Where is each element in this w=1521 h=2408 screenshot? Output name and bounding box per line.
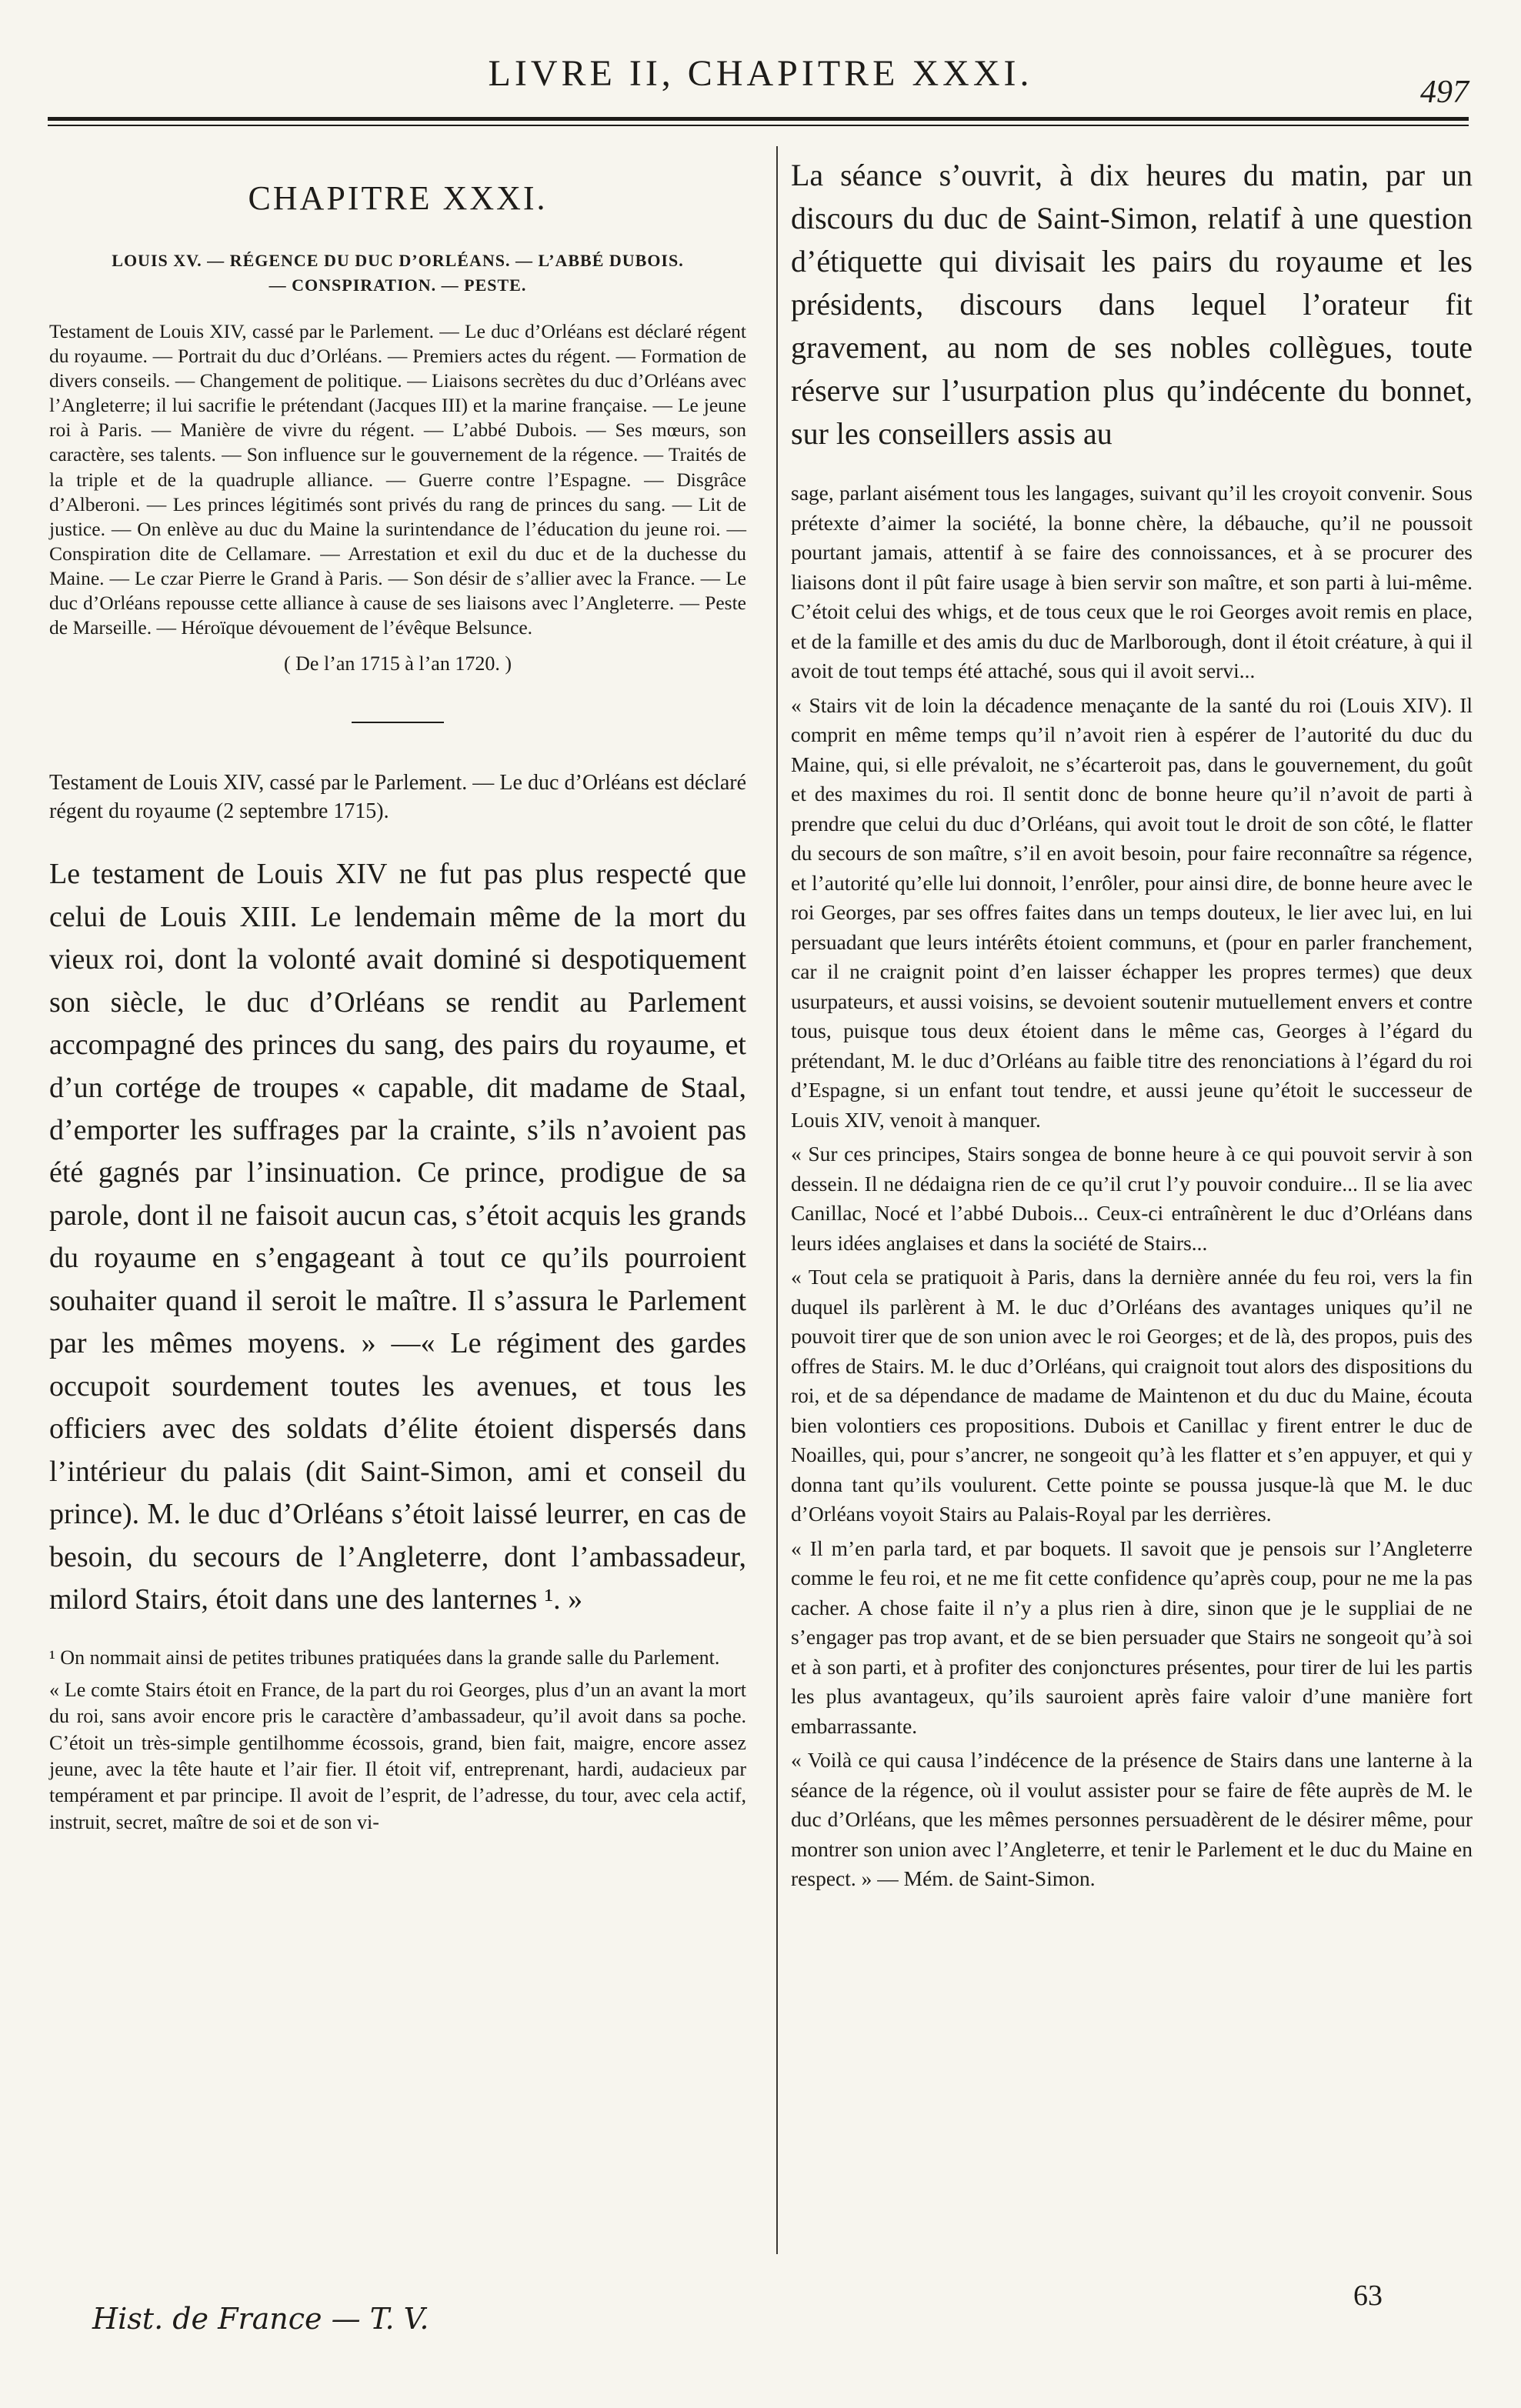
column-divider: [776, 146, 778, 2254]
body-paragraph: Le testament de Louis XIV ne fut pas plus respecté que celui de Louis XIII. Le lendemain même de la mort du vieux roi, dont la volonté avait dominé si despotiquement son siècle, le duc d’Orléans se rendit au Parlement accompagné des princes du sang, des pairs du royaume, et d’un cortége de troupes « capable, dit madame de Staal, d’emporter les suffrages par la crainte, s’ils n’avoient pas été gagnés par l’insinuation. Ce prince, prodigue de sa parole, dont il ne faisoit aucun cas, s’étoit acquis les grands du royaume en s’engageant à tout ce qu’ils pourroient souhaiter quand il seroit le maître. Il s’assura le Parlement par les mêmes moyens. » —« Le régiment des gardes occupoit sourdement toutes les avenues, et tous les officiers avec des soldats d’élite étoient dispersés dans l’intérieur du palais (dit Saint-Simon, ami et conseil du prince). M. le duc d’Orléans s’étoit laissé leurrer, en cas de besoin, du secours de l’Angleterre, dont l’ambassadeur, milord Stairs, étoit dans une des lanternes ¹. »: [49, 858, 746, 1616]
footnote-1: ¹ On nommait ainsi de petites tribunes pratiquées dans la grande salle du Parlement.: [49, 1646, 720, 1669]
section-divider: [352, 722, 444, 723]
left-column: [49, 178, 746, 1842]
chapter-subheading: [49, 248, 746, 298]
right-paragraph-1: sage, parlant aisément tous les langages, suivant qu’il les croyoit convenir. Sous prétexte d’aimer la société, la bonne chère, la débauche, qu’il ne poussoit pourtant jamais, attentif à se faire des connoissances, et à se procurer des liaisons dont il pût faire usage à bien servir son maître, et son parti à lui-même. C’étoit celui des whigs, et de tous ceux que le roi Georges avoit remis en place, et de la famille et des amis du duc de Marlborough, dont il étoit créature, à qui il avoit de tout temps été attaché, sous qui il avoit servi...: [791, 481, 1473, 682]
right-paragraph-6: « Voilà ce qui causa l’indécence de la présence de Stairs dans une lanterne à la séance de la régence, où il voulut assister pour se faire de fête auprès de M. le duc d’Orléans, que les mêmes personnes persuadèrent de le désirer même, pour montrer son union avec l’Angleterre, et tenir le Parlement et le duc du Maine en respect. » — Mém. de Saint-Simon.: [791, 1748, 1473, 1890]
running-header: LIVRE II, CHAPITRE XXXI.: [488, 53, 1033, 94]
right-lead-paragraph: La séance s’ouvrit, à dix heures du matin, par un discours du duc de Saint-Simon, relatif à une question d’étiquette qui divisait les pairs du royaume et les présidents, discours dans lequel l’orateur fit gravement, au nom de ses nobles collègues, toute réserve sur l’usurpation plus qu’indécente du bonnet, sur les conseillers assis au: [791, 158, 1473, 451]
header-rule: [48, 117, 1469, 121]
page-footer: Hist. de France — T. V.: [92, 2302, 429, 2336]
chapter-summary: Testament de Louis XIV, cassé par le Parlement. — Le duc d’Orléans est déclaré régent du royaume. — Portrait du duc d’Orléans. — Premiers actes du régent. — Formation de divers conseils. — Changement de politique. — Liaisons secrètes du duc d’Orléans avec l’Angleterre; il lui sacrifie le prétendant (Jacques III) et la marine française. — Le jeune roi à Paris. — Manière de vivre du régent. — L’abbé Dubois. — Ses mœurs, son caractère, ses talents. — Son influence sur le gouvernement de la régence. — Traités de la triple et de la quadruple alliance. — Guerre contre l’Espagne. — Disgrâce d’Alberoni. — Les princes légitimés sont privés du rang de princes du sang. — Lit de justice. — On enlève au duc du Maine la surintendance de l’éducation du jeune roi. — Conspiration dite de Cellamare. — Arrestation et exil du duc et de la duchesse du Maine. — Le czar Pierre le Grand à Paris. — Son désir de s’allier avec la France. — Le duc d’Orléans repousse cette alliance à cause de ses liaisons avec l’Angleterre. — Peste de Marseille. — Héroïque dévouement de l’évêque Belsunce.: [49, 319, 746, 639]
footnote-2: « Le comte Stairs étoit en France, de la part du roi Georges, plus d’un an avant la mort du roi, sans avoir encore pris le caractère d’ambassadeur, qu’il avoit dans sa poche. C’étoit un très-simple gentilhomme écossois, grand, bien fait, maigre, encore assez jeune, avec la tête haute et l’air fier. Il étoit vif, entreprenant, hardi, audacieux par tempérament et par principe. Il avoit de l’esprit, de l’adresse, du tour, avec cela actif, instruit, secret, maître de soi et de son vi-: [49, 1678, 746, 1833]
date-range: ( De l’an 1715 à l’an 1720. ): [283, 652, 512, 675]
right-paragraph-4: « Tout cela se pratiquoit à Paris, dans la dernière année du feu roi, vers la fin duquel ils parlèrent à M. le duc d’Orléans des avantages uniques qu’il ne pouvoit tirer que de son union avec le roi Georges; et de là, des propos, puis des offres de Stairs. M. le duc d’Orléans, qui craignoit tout alors des dispositions du roi, et de sa dépendance de madame de Maintenon et du duc du Maine, écouta bien volontiers ces propositions. Dubois et Canillac y firent entrer le duc de Noailles, qui, pour s’ancrer, ne songeoit qu’à les flatter et s’en appuyer, et qui y donna tant qu’ils voulurent. Cette pointe se poussa jusque-là que M. le duc d’Orléans voyoit Stairs au Palais-Royal par les derrières.: [791, 1265, 1473, 1526]
chapter-heading: CHAPITRE XXXI.: [248, 179, 548, 217]
section-summary: Testament de Louis XIV, cassé par le Parlement. — Le duc d’Orléans est déclaré régent du royaume (2 septembre 1715).: [49, 771, 746, 823]
header-rule-thin: [48, 125, 1469, 126]
subheading-line-2: — CONSPIRATION. — PESTE.: [269, 275, 527, 295]
right-paragraph-2: « Stairs vit de loin la décadence menaçante de la santé du roi (Louis XIV). Il comprit en même temps qu’il n’avoit rien à espérer de l’autorité du duc du Maine, qui, si elle prévaloit, ne s’écarteroit pas, dans le gouvernement, du goût et des maximes du roi. Il sentit donc de bonne heure qu’il n’avoit de parti à prendre que celui du duc d’Orléans, qui avoit tout le droit de son côté, le flatter du secours de son maître, s’il en avoit besoin, pour faire reconnaître sa régence, et l’autorité qu’elle lui donnoit, l’enrôler, pour ainsi dire, de bonne heure avec le roi Georges, par ses offres faites dans un temps douteux, le lier avec lui, en lui persuadant que leurs intérêts étoient communs, et (pour en parler franchement, car il ne craignit point d’en laisser échapper les propres termes) que deux usurpateurs, et aussi voisins, se devoient soutenir mutuellement envers et contre tous, puisque tous deux étoient dans le même cas, Georges à l’égard du prétendant, M. le duc d’Orléans au faible titre des renonciations à l’égard du roi d’Espagne, si un enfant tout tendre, et aussi jeune qu’étoit le successeur de Louis XIV, venoit à manquer.: [791, 692, 1473, 1132]
right-column: [791, 154, 1473, 1899]
right-paragraph-5: « Il m’en parla tard, et par boquets. Il savoit que je pensois sur l’Angleterre comme le feu roi, et ne me fit cette confidence qu’après coup, pour ne me la pas cacher. A chose faite il n’y a plus rien à dire, sinon que je le suppliai de ne s’engager pas trop avant, et de se bien persuader que Stairs ne songeoit qu’à soi et à son parti, et à profiter des conjonctures présentes, pour tirer de lui les partis les plus avantageux, qu’ils sauroient après faire valoir d’une manière fort embarrassante.: [791, 1536, 1473, 1738]
signature-mark: 63: [1353, 2280, 1383, 2312]
right-paragraph-3: « Sur ces principes, Stairs songea de bonne heure à ce qui pouvoit servir à son dessein. Il ne dédaigna rien de ce qu’il crut l’y pouvoir conduire... Il se lia avec Canillac, Nocé et l’abbé Dubois... Ceux-ci entraînèrent le duc d’Orléans dans leurs idées anglaises et dans la société de Stairs...: [791, 1142, 1473, 1255]
page-number: 497: [1420, 75, 1469, 110]
subheading-line-1: LOUIS XV. — RÉGENCE DU DUC D’ORLÉANS. — L’ABBÉ DUBOIS.: [112, 251, 684, 270]
